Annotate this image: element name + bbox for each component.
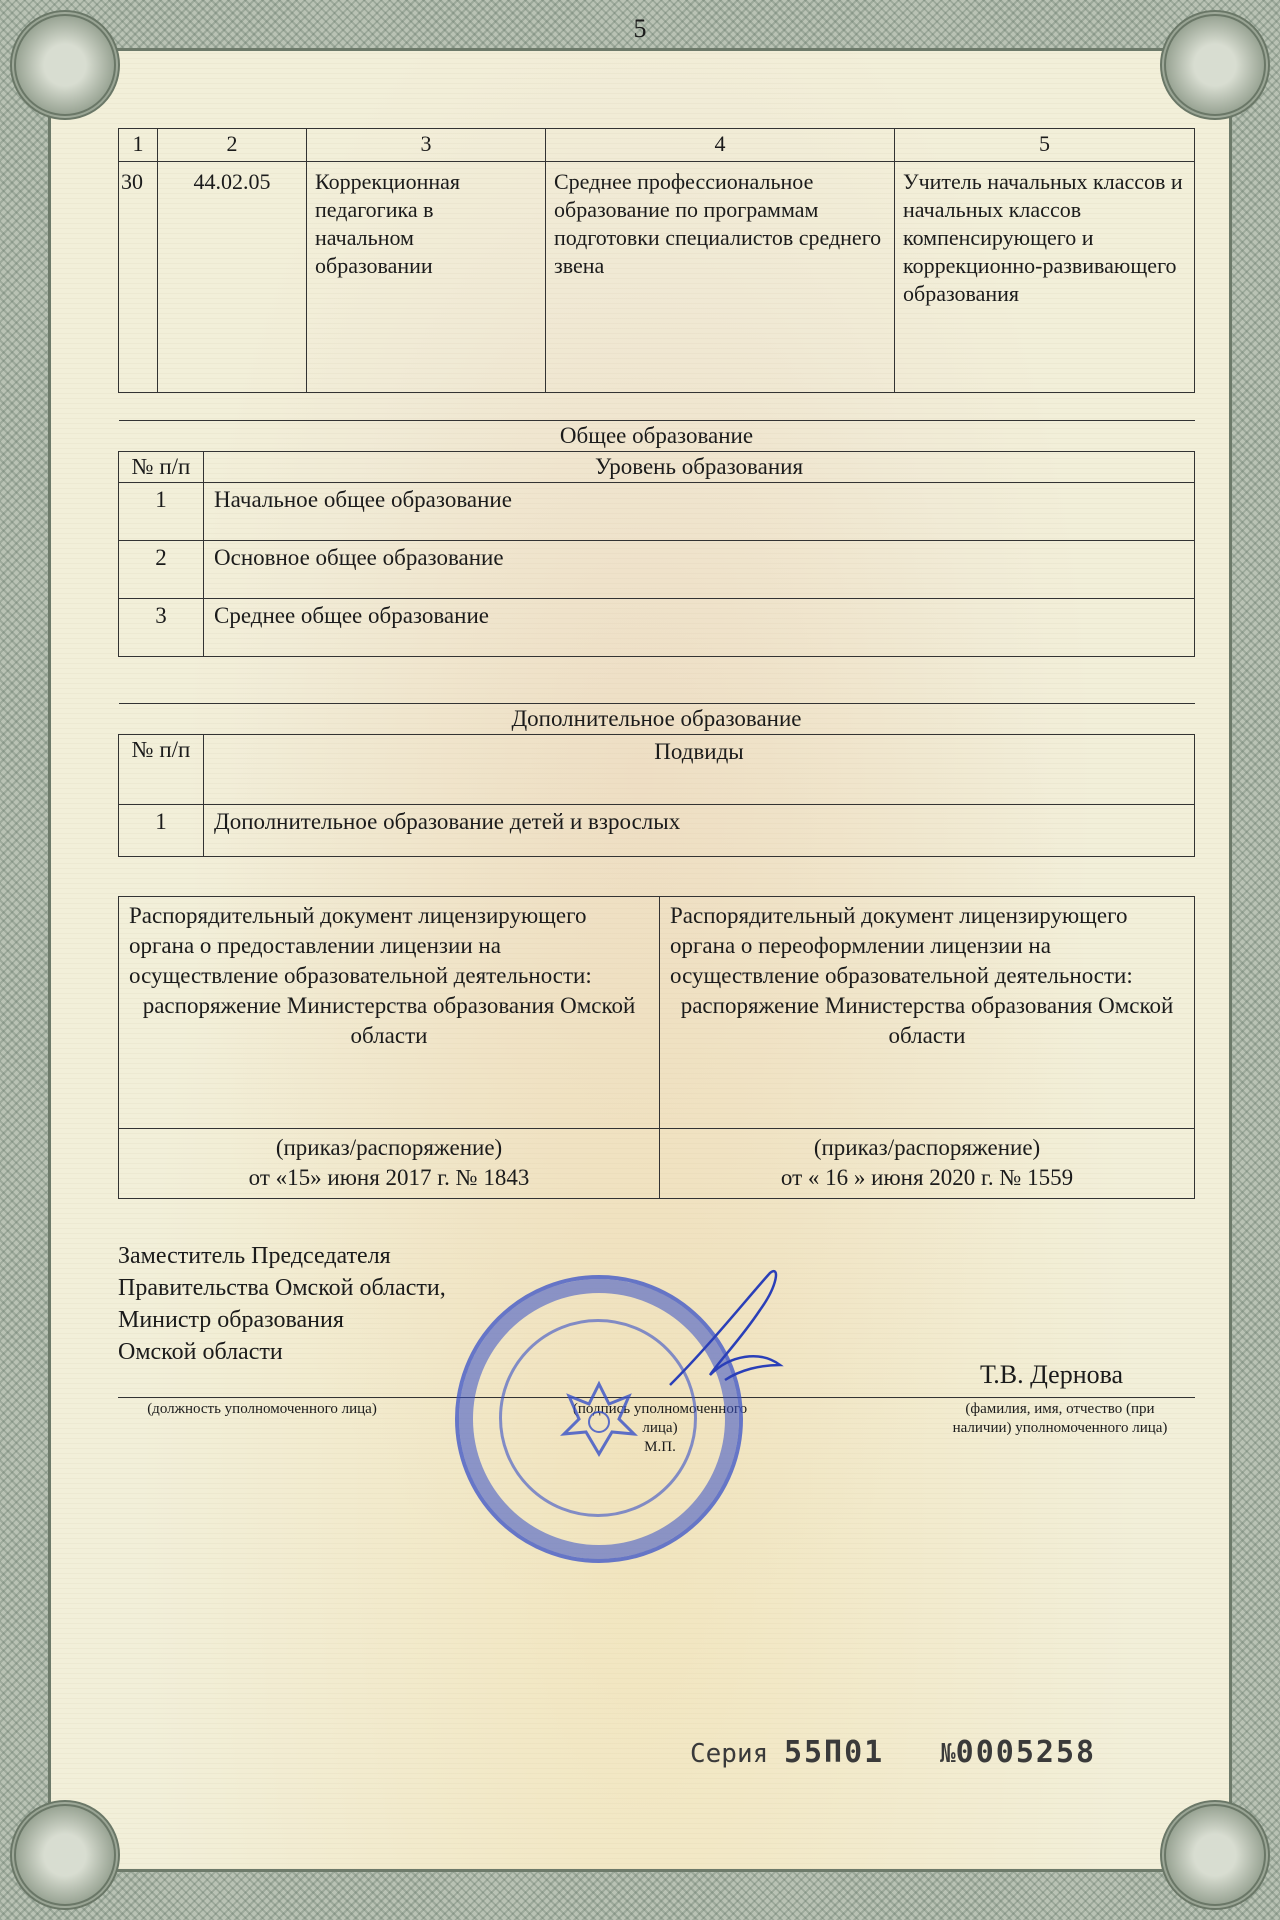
table-row bbox=[119, 541, 1195, 599]
order-grant-title: Распорядительный документ лицензирующего органа о предоставлении лицензии на осуществление образовательной деятельности: bbox=[129, 903, 592, 988]
corner-ornament-icon bbox=[1160, 1800, 1270, 1910]
table-row bbox=[119, 162, 1195, 393]
table-header-row bbox=[119, 129, 1195, 162]
caption-mp: М.П. bbox=[644, 1439, 676, 1455]
column-header: 5 bbox=[895, 129, 1195, 162]
number-value: 0005258 bbox=[955, 1735, 1097, 1770]
order-grant-body: распоряжение Министерства образования Омской области bbox=[142, 993, 636, 1048]
position-line: Правительства Омской области, bbox=[118, 1275, 446, 1301]
position-line: Омской области bbox=[118, 1339, 283, 1365]
column-header: Подвиды bbox=[204, 735, 1195, 805]
education-level: Среднее профессиональное образование по программам подготовки специалистов среднего звена bbox=[546, 162, 895, 393]
row-number: 3 bbox=[119, 599, 204, 657]
row-number: 2 bbox=[119, 541, 204, 599]
column-header: 1 bbox=[119, 129, 158, 162]
caption-position: (должность уполномоченного лица) bbox=[147, 1401, 377, 1417]
qualification: Учитель начальных классов и начальных классов компенсирующего и коррекционно-развивающего образования bbox=[895, 162, 1195, 393]
form-series bbox=[690, 1735, 884, 1770]
order-reissue-date: от « 16 » июня 2020 г. № 1559 bbox=[780, 1165, 1074, 1190]
handwritten-signature-icon bbox=[650, 1265, 800, 1395]
column-header: 4 bbox=[546, 129, 895, 162]
general-education-table bbox=[118, 420, 1195, 657]
signatory-position bbox=[118, 1240, 446, 1368]
signatory-name: Т.В. Дернова bbox=[980, 1360, 1124, 1389]
orders-table bbox=[118, 896, 1195, 1199]
program-table bbox=[118, 128, 1195, 393]
corner-ornament-icon bbox=[10, 1800, 120, 1910]
program-name: Коррекционная педагогика в начальном образовании bbox=[307, 162, 546, 393]
order-reissue-body: распоряжение Министерства образования Омской области bbox=[680, 993, 1174, 1048]
row-number: 1 bbox=[119, 483, 204, 541]
education-level: Начальное общее образование bbox=[204, 483, 1195, 541]
education-level: Основное общее образование bbox=[204, 541, 1195, 599]
column-header: 3 bbox=[307, 129, 546, 162]
order-reissue-type: (приказ/распоряжение) bbox=[813, 1135, 1041, 1160]
section-title: Общее образование bbox=[119, 421, 1195, 452]
additional-education-table bbox=[118, 703, 1195, 857]
position-line: Заместитель Председателя bbox=[118, 1243, 391, 1269]
page-number: 5 bbox=[633, 14, 647, 43]
column-header: 2 bbox=[158, 129, 307, 162]
table-row bbox=[119, 805, 1195, 857]
caption-name: (фамилия, имя, отчество (при наличии) уполномоченного лица) bbox=[952, 1401, 1168, 1436]
order-reissue-cell bbox=[660, 897, 1195, 1129]
order-grant-date: от «15» июня 2017 г. № 1843 bbox=[248, 1165, 530, 1190]
column-header: № п/п bbox=[119, 452, 204, 483]
number-label: № bbox=[940, 1739, 956, 1769]
form-number bbox=[940, 1735, 1096, 1770]
position-line: Министр образования bbox=[118, 1307, 344, 1333]
series-value: 55П01 bbox=[783, 1735, 885, 1770]
caption-signature: (подпись уполномоченного лица) bbox=[572, 1401, 748, 1436]
column-header: Уровень образования bbox=[204, 452, 1195, 483]
order-reissue-date-cell bbox=[660, 1129, 1195, 1199]
row-number: 30 bbox=[119, 162, 158, 393]
order-grant-cell bbox=[119, 897, 660, 1129]
program-code: 44.02.05 bbox=[158, 162, 307, 393]
table-row bbox=[119, 483, 1195, 541]
order-reissue-title: Распорядительный документ лицензирующего органа о переоформлении лицензии на осуществление образовательной деятельности: bbox=[670, 903, 1133, 988]
series-label: Серия bbox=[690, 1739, 769, 1769]
education-subtype: Дополнительное образование детей и взрослых bbox=[204, 805, 1195, 857]
row-number: 1 bbox=[119, 805, 204, 857]
eagle-emblem-icon bbox=[554, 1374, 644, 1464]
table-row bbox=[119, 599, 1195, 657]
order-grant-date-cell bbox=[119, 1129, 660, 1199]
order-grant-type: (приказ/распоряжение) bbox=[275, 1135, 503, 1160]
section-title: Дополнительное образование bbox=[119, 704, 1195, 735]
education-level: Среднее общее образование bbox=[204, 599, 1195, 657]
column-header: № п/п bbox=[119, 735, 204, 805]
